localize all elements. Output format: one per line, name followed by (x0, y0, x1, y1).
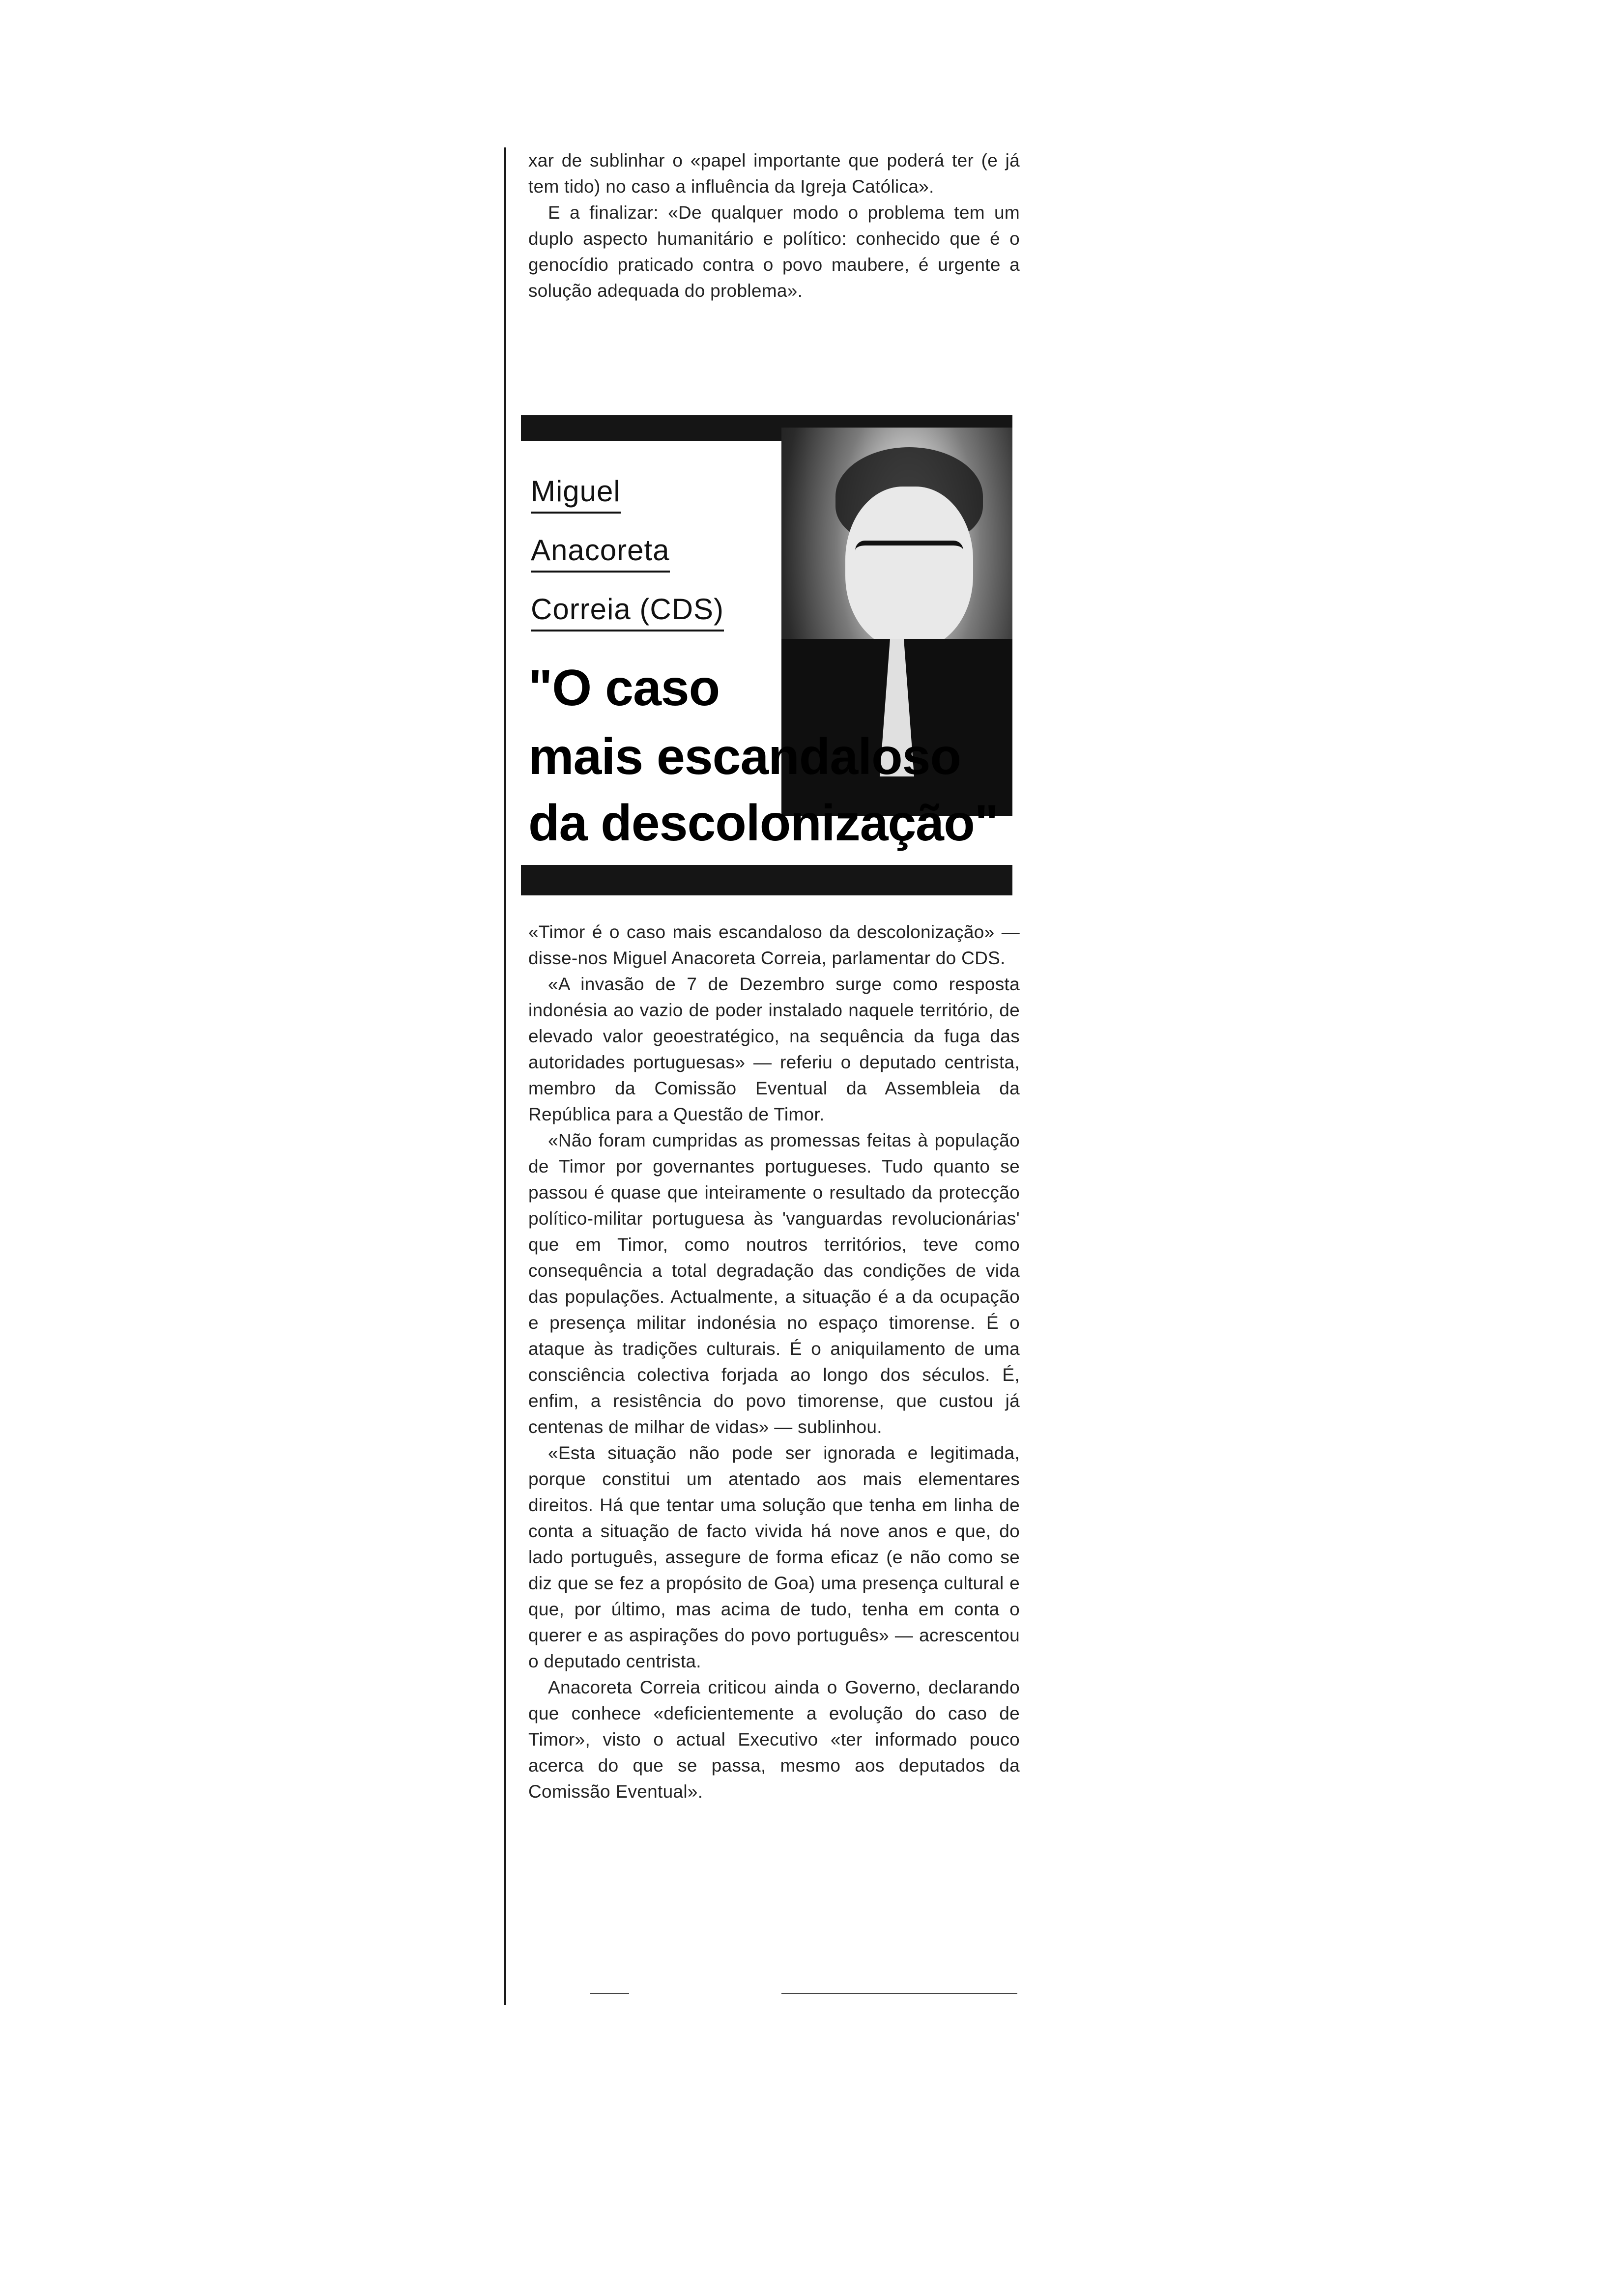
byline-name-line: Anacoreta (531, 533, 670, 573)
article-continuation (528, 147, 1020, 304)
column-rule (504, 147, 506, 2005)
headline-line: da descolonização" (528, 795, 999, 852)
footer-rule (781, 1993, 1017, 1994)
byline-name-line: Miguel (531, 474, 621, 514)
banner-bar-bottom (521, 865, 1012, 895)
paragraph: «Timor é o caso mais escandaloso da descolonização» — disse-nos Miguel Anacoreta Correia, parlamentar do CDS. (528, 922, 1020, 968)
footer-rule (590, 1993, 629, 1994)
paragraph: «Não foram cumpridas as promessas feitas à população de Timor por governantes portugueses. Tudo quanto se passou é quase que inteiramente o resultado da protecção político-militar portuguesa às 'vanguardas revolucionárias' que em Timor, como noutros territórios, teve como consequência a total degradação das condições de vida das populações. Actualmente, a situação é a da ocupação e presença militar indonésia no espaço timorense. É o ataque às tradições culturais. É o aniquilamento de uma consciência colectiva forjada ao longo dos séculos. É, enfim, a resistência do povo timorense, que custou já centenas de milhar de vidas» — sublinhou. (528, 1130, 1020, 1437)
byline-name-line: Correia (CDS) (531, 592, 724, 631)
headline-line: mais escandaloso (528, 728, 961, 785)
paragraph: E a finalizar: «De qualquer modo o problema tem um duplo aspecto humanitário e político: conhecido que é o genocídio praticado contra o povo maubere, é urgente a solução adequada do problema». (528, 202, 1020, 301)
paragraph: «A invasão de 7 de Dezembro surge como resposta indonésia ao vazio de poder instalado naquele território, de elevado valor geoestratégico, na sequência da fuga das autoridades portuguesas» — referiu o deputado centrista, membro da Comissão Eventual da Assembleia da República para a Questão de Timor. (528, 974, 1020, 1124)
article-body (528, 919, 1020, 1805)
paragraph: «Esta situação não pode ser ignorada e legitimada, porque constitui um atentado aos mais elementares direitos. Há que tentar uma solução que tenha em linha de conta a situação de facto vivida há nove anos e que, do lado português, assegure de forma eficaz (e não como se diz que se fez a propósito de Goa) uma presença cultural e que, por último, mas acima de tudo, tenha em conta o querer e as aspirações do povo português» — acrescentou o deputado centrista. (528, 1443, 1020, 1671)
paragraph: Anacoreta Correia criticou ainda o Governo, declarando que conhece «deficientemente a evolução do caso de Timor», visto o actual Executivo «ter informado pouco acerca do que se passa, mesmo aos deputados da Comissão Eventual». (528, 1677, 1020, 1802)
photo-glasses (855, 541, 963, 575)
headline-line: "O caso (528, 660, 720, 717)
paragraph: xar de sublinhar o «papel importante que poderá ter (e já tem tido) no caso a influência da Igreja Católica». (528, 150, 1020, 197)
